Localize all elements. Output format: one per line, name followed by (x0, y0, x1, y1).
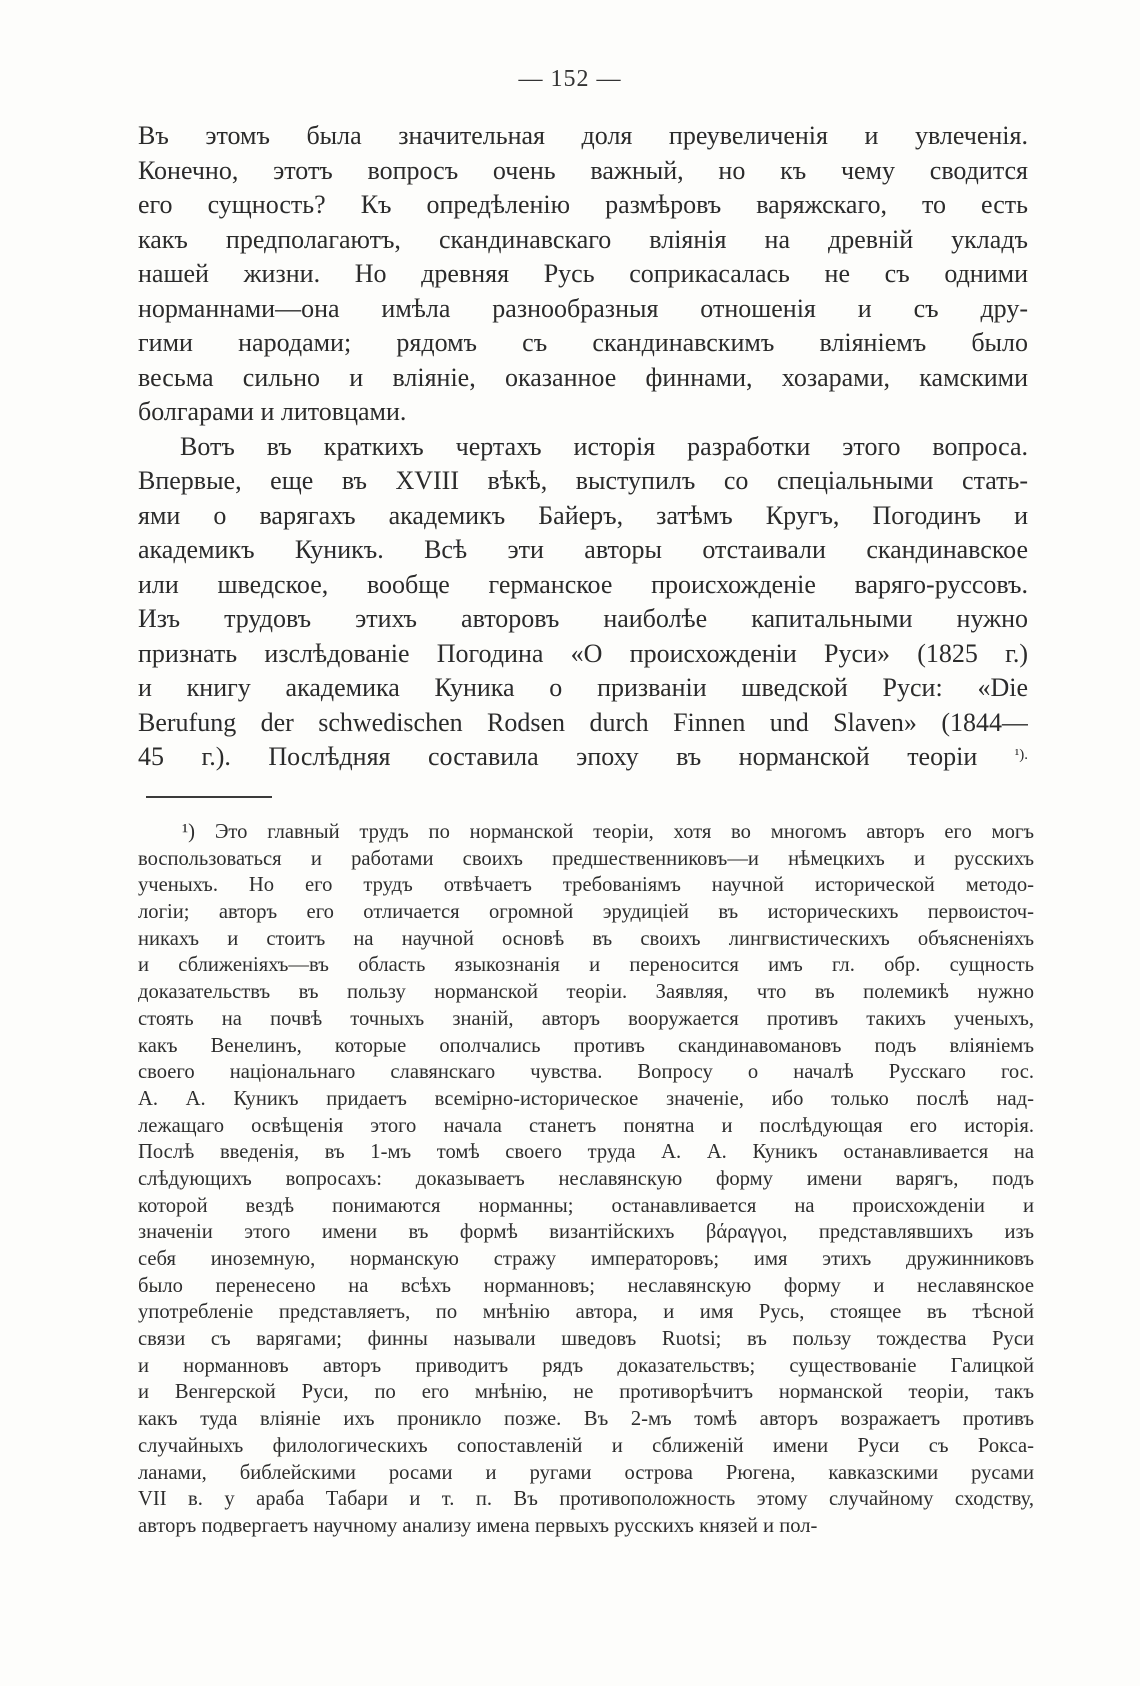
footnote-line: себя иноземную, норманскую стражу императоровъ; имя этихъ дружинниковъ (138, 1248, 1034, 1270)
main-line: Berufung der schwedischen Rodsen durch Finnen und Slaven» (1844— (138, 707, 1028, 737)
main-line: нашей жизни. Но древняя Русь соприкасалась не съ одними (138, 259, 1028, 288)
footnote-line: никахъ и стоитъ на научной основѣ въ своихъ лингвистическихъ объясненіяхъ (138, 927, 1034, 950)
footnote-marker: ¹) (182, 821, 196, 843)
main-line: Конечно, этотъ вопросъ очень важный, но къ чему сводится (138, 155, 1028, 185)
main-line: какъ предполагаютъ, скандинавскаго вліянія на древній укладъ (138, 224, 1028, 254)
footnote-line: было перенесено на всѣхъ норманновъ; неславянскую форму и неславянское (138, 1274, 1034, 1297)
main-line: Изъ трудовъ этихъ авторовъ наиболѣе капитальными нужно (138, 604, 1028, 633)
footnote-separator (146, 796, 272, 798)
main-line: болгарами и литовцами. (138, 397, 407, 426)
footnote-line: какъ туда вліяніе ихъ проникло позже. Въ 2-мъ томѣ авторъ возражаетъ противъ (138, 1408, 1034, 1431)
main-line: Вотъ въ краткихъ чертахъ исторія разработки этого вопроса. (180, 431, 1028, 461)
footnote-line: которой вездѣ понимаются норманны; останавливается на происхожденіи и (138, 1194, 1034, 1217)
main-line: Впервые, еще въ XVIII вѣкѣ, выступилъ со спеціальными стать- (138, 466, 1028, 495)
main-line: признать изслѣдованіе Погодина «О происхожденіи Руси» (1825 г.) (138, 638, 1028, 668)
footnote-line: стоять на почвѣ точныхъ знаній, авторъ вооружается противъ такихъ ученыхъ, (138, 1007, 1034, 1030)
footnote-line: лежащаго освѣщенія этого начала станетъ понятна и послѣдующая его исторія. (138, 1114, 1034, 1137)
main-text (138, 119, 1028, 775)
footnote-line: Послѣ введенія, въ 1-мъ томѣ своего труда А. А. Куникъ останавливается на (138, 1141, 1034, 1164)
main-line: гими народами; рядомъ съ скандинавскимъ вліяніемъ было (138, 328, 1028, 357)
footnote-line: логіи; авторъ его отличается огромной эрудиціей въ историческихъ первоисточ- (138, 901, 1034, 924)
footnote-line: ланами, библейскими росами и ругами острова Рюгена, кавказскими русами (138, 1461, 1034, 1484)
footnote-line: и норманновъ авторъ приводитъ рядъ доказательствъ; существованіе Галицкой (138, 1354, 1034, 1377)
footnote-line-text: Это главный трудъ по норманской теоріи, хотя во многомъ авторъ его могъ (214, 821, 1034, 843)
page-number: — 152 — (518, 66, 622, 92)
footnote-reference: ¹). (1014, 747, 1028, 763)
footnote-line: авторъ подвергаетъ научному анализу имена первыхъ русскихъ князей и пол- (138, 1514, 818, 1537)
main-line: норманнами—она имѣла разнообразныя отношенія и съ дру- (138, 293, 1028, 323)
footnote-line: доказательствъ въ пользу норманской теоріи. Заявляя, что въ полемикѣ нужно (138, 981, 1034, 1004)
footnote-line: и Венгерской Руси, по его мнѣнію, не противорѣчитъ норманской теоріи, такъ (138, 1381, 1034, 1404)
main-line-text: 45 г.). Послѣдняя составила эпоху въ норманской теоріи (138, 742, 978, 771)
footnote-line: А. А. Куникъ придаетъ всемірно-историческое значеніе, ибо только послѣ над- (138, 1087, 1034, 1110)
footnote-line (138, 819, 1034, 846)
main-line: ями о варягахъ академикъ Байеръ, затѣмъ Кругъ, Погодинъ и (138, 500, 1028, 530)
footnote-line: слѣдующихъ вопросахъ: доказываетъ неславянскую форму имени варягъ, подъ (138, 1167, 1034, 1190)
main-line-with-note (138, 740, 1028, 775)
main-line: весьма сильно и вліяніе, оказанное финнами, хозарами, камскими (138, 362, 1028, 392)
footnote-line: воспользоваться и работами своихъ предшественниковъ—и нѣмецкихъ и русскихъ (138, 847, 1034, 870)
footnote-line: ученыхъ. Но его трудъ отвѣчаетъ требованіямъ научной исторической методо- (138, 874, 1034, 897)
main-line: и книгу академика Куника о призваніи шведской Руси: «Die (138, 673, 1028, 702)
footnote (138, 819, 1034, 1540)
footnote-line: употребленіе представляетъ, по мнѣнію автора, и имя Русь, стоящее въ тѣсной (138, 1301, 1034, 1324)
footnote-line: значеніи этого имени въ формѣ византійскихъ βάραγγοι, представлявшихъ изъ (138, 1221, 1034, 1244)
footnote-line: и сближеніяхъ—въ область языкознанія и переносится имъ гл. обр. сущность (138, 954, 1034, 977)
footnote-line: VII в. у араба Табари и т. п. Въ противоположность этому случайному сходству, (138, 1488, 1034, 1511)
main-line: Въ этомъ была значительная доля преувеличенія и увлеченія. (138, 121, 1028, 150)
footnote-line: какъ Венелинъ, которые ополчались противъ скандинавомановъ подъ вліяніемъ (138, 1034, 1034, 1057)
main-line: академикъ Куникъ. Всѣ эти авторы отстаивали скандинавское (138, 535, 1028, 564)
main-line: или шведское, вообще германское происхожденіе варяго-руссовъ. (138, 569, 1028, 599)
footnote-line: своего національнаго славянскаго чувства. Вопросу о началѣ Русскаго гос. (138, 1061, 1034, 1084)
main-line: его сущность? Къ опредѣленію размѣровъ варяжскаго, то есть (138, 190, 1028, 219)
footnote-line: связи съ варягами; финны называли шведовъ Ruotsi; въ пользу тождества Руси (138, 1328, 1034, 1351)
footnote-line: случайныхъ филологическихъ сопоставленій и сближеній имени Руси съ Рокса- (138, 1434, 1034, 1457)
